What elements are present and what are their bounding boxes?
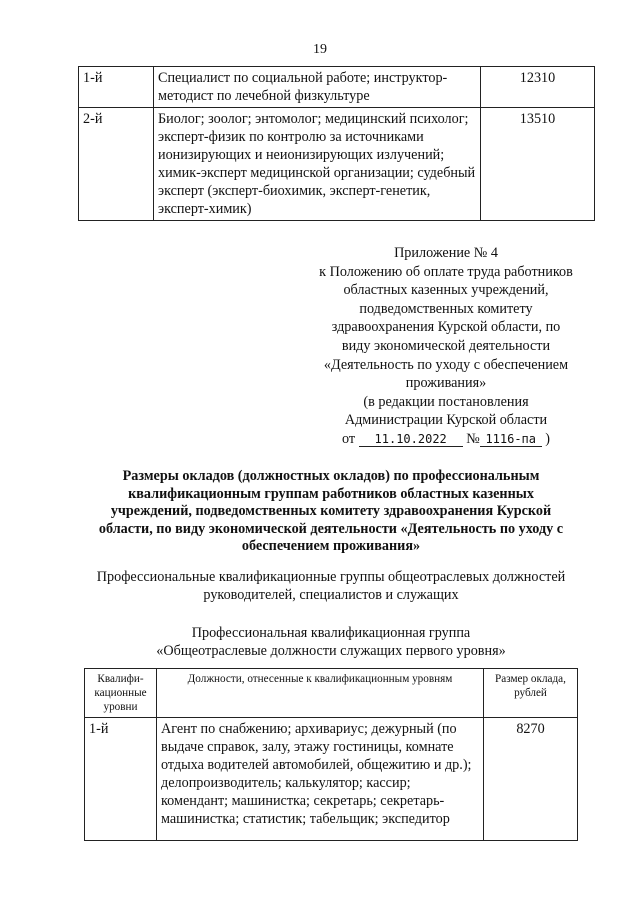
positions-cell: Агент по снабжению; архивариус; дежурный (по выдаче справок, залу, этажу гостиницы, комнате отдыха водителей автомобилей, общежитию и др.); делопроизводитель; калькулятор; кассир; комендант; машинистка; секретарь; секретарь-машинистка; статистик; табельщик; экспедитор bbox=[157, 718, 484, 841]
appendix-title: Приложение № 4 bbox=[394, 245, 498, 261]
table-row bbox=[79, 67, 595, 108]
table-row bbox=[79, 108, 595, 221]
salary-table-continued bbox=[78, 66, 595, 221]
level-cell: 1-й bbox=[85, 718, 157, 841]
group-heading-line2: «Общеотраслевые должности служащих первого уровня» bbox=[156, 643, 506, 659]
group-heading-line1: Профессиональная квалификационная группа bbox=[191, 625, 471, 641]
salary-table bbox=[84, 668, 578, 841]
positions-cell: Биолог; зоолог; энтомолог; медицинский психолог; эксперт-физик по контролю за источниками ионизирующих и неионизирующих излучений; химик-эксперт медицинской организации; судебный эксперт (эксперт-биохимик, эксперт-генетик, эксперт-химик) bbox=[154, 108, 481, 221]
level-cell: 1-й bbox=[79, 67, 154, 108]
page-number: 19 bbox=[313, 42, 327, 57]
table-header-row bbox=[85, 669, 578, 718]
document-title: Размеры окладов (должностных окладов) по профессиональным квалификационным группам работников областных казенных учреждений, подведомственных комитету здравоохранения Курской области, по виду экономической деятельности «Деятельность по уходу с обеспечением проживания» bbox=[98, 468, 564, 555]
salary-cell: 13510 bbox=[481, 108, 595, 221]
decree-number: 1116-па bbox=[480, 432, 542, 447]
positions-cell: Специалист по социальной работе; инструктор-методист по лечебной физкультуре bbox=[154, 67, 481, 108]
table-row bbox=[85, 718, 578, 841]
salary-cell: 12310 bbox=[481, 67, 595, 108]
group-heading bbox=[86, 624, 576, 660]
header-positions: Должности, отнесенные к квалификационным уровням bbox=[157, 669, 484, 718]
section-heading: Профессиональные квалификационные группы общеотраслевых должностей руководителей, специалистов и служащих bbox=[96, 569, 566, 603]
appendix-reference: к Положению об оплате труда работников областных казенных учреждений, подведомственных комитету здравоохранения Курской области, по виду экономической деятельности «Деятельность по уходу с обеспечением проживания» bbox=[319, 263, 573, 392]
level-cell: 2-й bbox=[79, 108, 154, 221]
number-label: № bbox=[466, 430, 480, 447]
appendix-edition: (в редакции постановления Администрации Курской области bbox=[344, 393, 548, 429]
close-paren: ) bbox=[545, 430, 551, 447]
decree-date: 11.10.2022 bbox=[359, 432, 463, 447]
appendix-header bbox=[318, 244, 574, 449]
header-salary: Размер оклада, рублей bbox=[484, 669, 578, 718]
from-label: от bbox=[341, 430, 356, 447]
header-level: Квалифи-кационные уровни bbox=[85, 669, 157, 718]
salary-cell: 8270 bbox=[484, 718, 578, 841]
appendix-signature-line bbox=[318, 430, 574, 449]
